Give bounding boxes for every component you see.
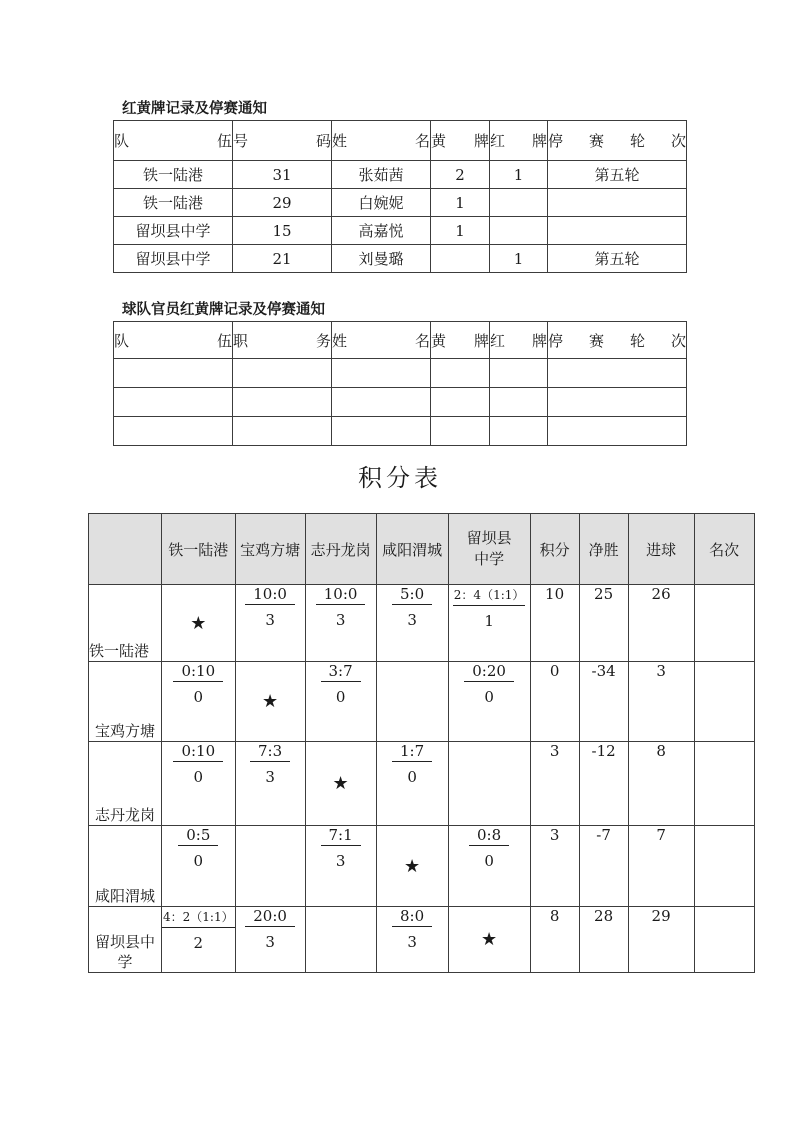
col-header-points: 积分 (530, 514, 579, 585)
rank-cell (694, 742, 754, 826)
star-icon: ★ (190, 612, 207, 634)
officials-header-row (114, 322, 687, 359)
standings-row (89, 585, 755, 662)
empty-cell (548, 359, 687, 388)
col-header-suspension-round: 停赛轮次 (548, 322, 687, 359)
match-score: 2：4（1:1） (453, 586, 526, 606)
goals-cell: 7 (628, 826, 694, 907)
table-row (114, 388, 687, 417)
col-header-name: 姓名 (332, 322, 431, 359)
empty-cell (490, 388, 548, 417)
card-record-title: 红黄牌记录及停赛通知 (122, 101, 267, 117)
col-header-red-card: 红牌 (490, 322, 548, 359)
match-cell (305, 662, 376, 742)
points-cell: 8 (530, 907, 579, 973)
empty-cell (431, 359, 490, 388)
empty-cell (233, 388, 332, 417)
col-header-baojifangtang: 宝鸡方塘 (235, 514, 305, 585)
match-cell (448, 585, 530, 662)
empty-cell (114, 388, 233, 417)
red-card-cell: 1 (490, 161, 548, 189)
standings-table (88, 513, 755, 973)
match-cell-empty (235, 826, 305, 907)
points-cell: 0 (530, 662, 579, 742)
match-score: 10:0 (245, 585, 295, 605)
goals-cell: 8 (628, 742, 694, 826)
rank-cell (694, 826, 754, 907)
yellow-card-cell: 1 (431, 217, 490, 245)
col-header-name: 姓名 (332, 121, 431, 161)
empty-cell (332, 417, 431, 446)
empty-cell (332, 359, 431, 388)
team-cell: 留坝县中学 (114, 245, 233, 273)
name-cell: 张茹茜 (332, 161, 431, 189)
match-score: 4：2（1:1） (162, 908, 235, 928)
standings-title: 积分表 (358, 464, 442, 492)
col-header-goals: 进球 (628, 514, 694, 585)
col-header-team: 队伍 (114, 322, 233, 359)
match-score: 0:5 (178, 826, 218, 846)
match-cell (162, 662, 236, 742)
match-score: 3:7 (321, 662, 361, 682)
yellow-card-cell: 2 (431, 161, 490, 189)
empty-cell (114, 417, 233, 446)
goal-diff-cell: -34 (579, 662, 628, 742)
match-score: 7:3 (250, 742, 290, 762)
officials-card-record-title: 球队官员红黄牌记录及停赛通知 (122, 302, 325, 318)
match-points: 3 (407, 933, 417, 951)
col-header-yellow-card: 黄牌 (431, 121, 490, 161)
match-cell (448, 826, 530, 907)
match-cell-empty (376, 662, 448, 742)
col-header-zhidanlonggang: 志丹龙岗 (305, 514, 376, 585)
table-row (114, 417, 687, 446)
match-cell (162, 742, 236, 826)
team-name-cell: 留坝县中学 (89, 907, 162, 973)
empty-cell (233, 359, 332, 388)
empty-cell (490, 359, 548, 388)
empty-cell (332, 388, 431, 417)
col-header-tieyilugang: 铁一陆港 (162, 514, 236, 585)
suspension-cell (548, 189, 687, 217)
col-header-suspension-round: 停赛轮次 (548, 121, 687, 161)
match-score: 0:10 (173, 662, 223, 682)
match-cell-empty (448, 742, 530, 826)
number-cell: 31 (233, 161, 332, 189)
match-cell (448, 662, 530, 742)
star-icon: ★ (481, 929, 498, 950)
goal-diff-cell: -12 (579, 742, 628, 826)
col-header-rank: 名次 (694, 514, 754, 585)
match-points: 0 (407, 768, 417, 786)
match-score: 8:0 (392, 907, 432, 927)
star-icon: ★ (262, 691, 279, 712)
match-score: 20:0 (245, 907, 295, 927)
match-points: 3 (335, 852, 346, 870)
match-points: 1 (484, 612, 494, 630)
team-name-cell: 宝鸡方塘 (89, 662, 162, 742)
rank-cell (694, 585, 754, 662)
match-cell (376, 907, 448, 973)
name-cell: 刘曼璐 (332, 245, 431, 273)
points-cell: 3 (530, 742, 579, 826)
table-row (114, 359, 687, 388)
rank-cell (694, 907, 754, 973)
match-cell (235, 907, 305, 973)
match-score: 10:0 (316, 585, 366, 605)
match-cell (235, 585, 305, 662)
number-cell: 29 (233, 189, 332, 217)
col-header-team: 队伍 (114, 121, 233, 161)
goals-cell: 26 (628, 585, 694, 662)
name-cell: 白婉妮 (332, 189, 431, 217)
match-cell-empty (305, 907, 376, 973)
self-match-cell (235, 662, 305, 742)
self-match-cell (162, 585, 236, 662)
match-points: 3 (265, 933, 275, 951)
match-score: 0:10 (173, 742, 223, 762)
match-points: 3 (335, 611, 346, 629)
standings-row (89, 662, 755, 742)
yellow-card-cell (431, 245, 490, 273)
empty-cell (233, 417, 332, 446)
match-points: 2 (193, 934, 204, 952)
self-match-cell (376, 826, 448, 907)
match-points: 0 (484, 852, 494, 870)
table-row (114, 217, 687, 245)
standings-header-row (89, 514, 755, 585)
col-header-yellow-card: 黄牌 (431, 322, 490, 359)
match-score: 1:7 (392, 742, 432, 762)
star-icon: ★ (404, 855, 421, 877)
match-points: 0 (193, 688, 204, 706)
number-cell: 15 (233, 217, 332, 245)
match-points: 3 (265, 611, 275, 629)
empty-cell (490, 417, 548, 446)
team-name-cell: 铁一陆港 (89, 585, 162, 662)
yellow-card-cell: 1 (431, 189, 490, 217)
team-name-cell: 志丹龙岗 (89, 742, 162, 826)
match-score: 5:0 (392, 585, 432, 605)
goals-cell: 29 (628, 907, 694, 973)
corner-cell (89, 514, 162, 585)
empty-cell (548, 388, 687, 417)
match-score: 7:1 (321, 826, 361, 846)
match-points: 3 (407, 611, 417, 629)
card-record-header-row (114, 121, 687, 161)
col-header-goal-diff: 净胜 (579, 514, 628, 585)
standings-row (89, 742, 755, 826)
empty-cell (431, 388, 490, 417)
red-card-cell (490, 217, 548, 245)
suspension-cell: 第五轮 (548, 161, 687, 189)
suspension-cell: 第五轮 (548, 245, 687, 273)
goal-diff-cell: 28 (579, 907, 628, 973)
team-cell: 留坝县中学 (114, 217, 233, 245)
suspension-cell (548, 217, 687, 245)
match-points: 3 (265, 768, 275, 786)
empty-cell (114, 359, 233, 388)
match-points: 0 (335, 688, 346, 706)
goals-cell: 3 (628, 662, 694, 742)
col-header-number: 号码 (233, 121, 332, 161)
match-score: 0:8 (469, 826, 509, 846)
match-points: 0 (193, 768, 204, 786)
empty-cell (548, 417, 687, 446)
team-cell: 铁一陆港 (114, 189, 233, 217)
match-cell (305, 826, 376, 907)
number-cell: 21 (233, 245, 332, 273)
match-points: 0 (484, 688, 494, 706)
goal-diff-cell: -7 (579, 826, 628, 907)
empty-cell (431, 417, 490, 446)
self-match-cell (448, 907, 530, 973)
star-icon: ★ (332, 773, 349, 794)
table-row (114, 245, 687, 273)
match-score: 0:20 (464, 662, 514, 682)
table-row (114, 189, 687, 217)
self-match-cell (305, 742, 376, 826)
col-header-red-card: 红牌 (490, 121, 548, 161)
name-cell: 高嘉悦 (332, 217, 431, 245)
rank-cell (694, 662, 754, 742)
match-cell (376, 585, 448, 662)
goal-diff-cell: 25 (579, 585, 628, 662)
officials-card-record-table (113, 321, 687, 446)
match-cell (376, 742, 448, 826)
match-points: 0 (193, 852, 204, 870)
points-cell: 3 (530, 826, 579, 907)
red-card-cell (490, 189, 548, 217)
col-header-liubaxian: 留坝县中学 (448, 514, 530, 585)
red-card-cell: 1 (490, 245, 548, 273)
team-name-cell: 咸阳渭城 (89, 826, 162, 907)
standings-row (89, 907, 755, 973)
col-header-position: 职务 (233, 322, 332, 359)
card-record-table (113, 120, 687, 273)
match-cell (305, 585, 376, 662)
team-cell: 铁一陆港 (114, 161, 233, 189)
match-cell (235, 742, 305, 826)
table-row (114, 161, 687, 189)
match-cell (162, 826, 236, 907)
standings-row (89, 826, 755, 907)
match-cell (162, 907, 236, 973)
col-header-xianyangweicheng: 咸阳渭城 (376, 514, 448, 585)
points-cell: 10 (530, 585, 579, 662)
